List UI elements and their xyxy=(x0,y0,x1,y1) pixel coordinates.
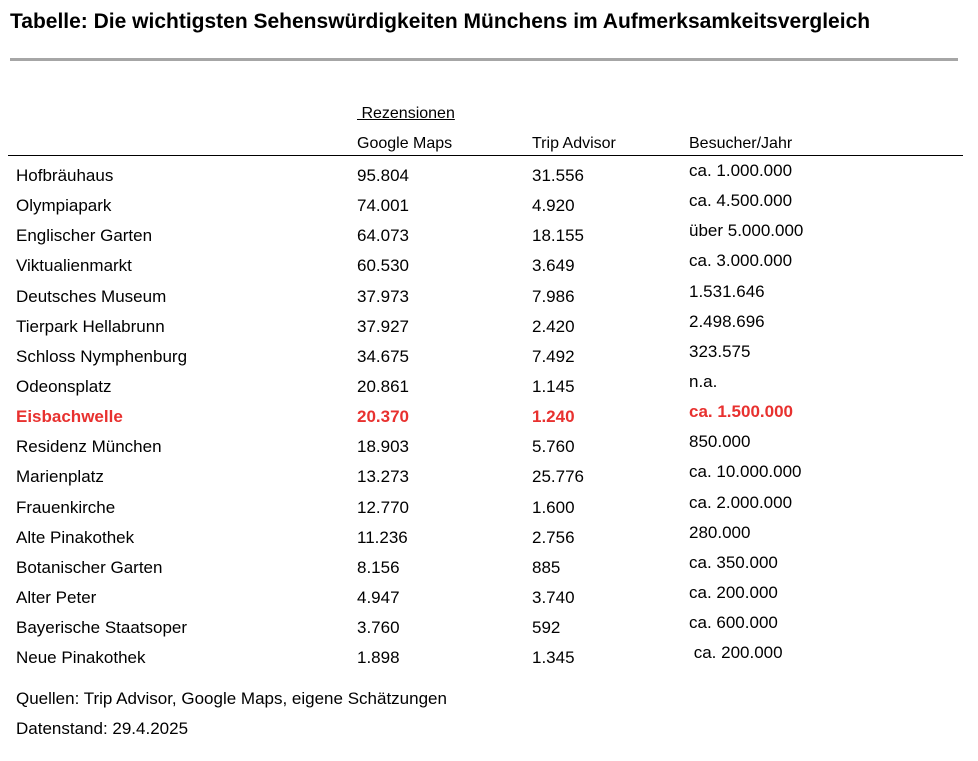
table-row xyxy=(0,581,978,611)
google-reviews-cell: 20.370 xyxy=(357,407,409,427)
header-divider xyxy=(8,155,963,156)
sight-name-cell: Deutsches Museum xyxy=(16,286,167,306)
visitors-per-year-cell: ca. 200.000 xyxy=(689,582,778,602)
visitors-per-year-cell: 323.575 xyxy=(689,341,751,361)
table-row xyxy=(0,551,978,581)
visitors-per-year-cell: ca. 200.000 xyxy=(689,643,783,663)
visitors-per-year-cell: 1.531.646 xyxy=(689,281,765,301)
visitors-per-year-cell: ca. 350.000 xyxy=(689,552,778,572)
sight-name-cell: Alter Peter xyxy=(16,587,97,607)
table-row xyxy=(0,249,978,279)
tripadvisor-reviews-cell: 18.155 xyxy=(532,226,584,246)
table-row xyxy=(0,491,978,521)
tripadvisor-reviews-cell: 2.756 xyxy=(532,527,575,547)
column-header-google-maps: Google Maps xyxy=(357,135,453,152)
table-row xyxy=(0,189,978,219)
table-body xyxy=(0,159,978,671)
sight-name-cell: Frauenkirche xyxy=(16,497,116,517)
tripadvisor-reviews-cell: 3.740 xyxy=(532,587,575,607)
google-reviews-cell: 74.001 xyxy=(357,196,409,216)
sight-name-cell: Residenz München xyxy=(16,437,162,457)
table-row xyxy=(0,430,978,460)
visitors-per-year-cell: ca. 2.000.000 xyxy=(689,492,793,512)
google-reviews-cell: 11.236 xyxy=(357,527,408,547)
sight-name-cell: Marienplatz xyxy=(16,467,104,487)
tripadvisor-reviews-cell: 31.556 xyxy=(532,166,584,185)
table-row xyxy=(0,280,978,310)
tripadvisor-reviews-cell: 25.776 xyxy=(532,467,584,487)
sources-note: Quellen: Trip Advisor, Google Maps, eigene Schätzungen xyxy=(16,689,447,708)
visitors-per-year-cell: ca. 4.500.000 xyxy=(689,191,793,211)
google-reviews-cell: 20.861 xyxy=(357,376,409,396)
tripadvisor-reviews-cell: 885 xyxy=(532,557,561,577)
tripadvisor-reviews-cell: 1.145 xyxy=(532,376,575,396)
google-reviews-cell: 8.156 xyxy=(357,557,400,577)
tripadvisor-reviews-cell: 7.492 xyxy=(532,346,575,366)
google-reviews-cell: 1.898 xyxy=(357,648,400,668)
visitors-per-year-cell: n.a. xyxy=(689,371,718,391)
table-row xyxy=(0,219,978,249)
google-reviews-cell: 37.973 xyxy=(357,286,409,306)
google-reviews-cell: 13.273 xyxy=(357,467,409,487)
table-row xyxy=(0,370,978,400)
sight-name-cell: Odeonsplatz xyxy=(16,376,112,396)
title-divider xyxy=(10,58,958,61)
google-reviews-cell: 95.804 xyxy=(357,166,409,185)
sight-name-cell: Englischer Garten xyxy=(16,226,153,246)
table-row xyxy=(0,159,978,189)
column-header-trip-advisor: Trip Advisor xyxy=(532,135,616,152)
sight-name-cell: Bayerische Staatsoper xyxy=(16,618,188,638)
tripadvisor-reviews-cell: 1.600 xyxy=(532,497,575,517)
table-row xyxy=(0,641,978,671)
tripadvisor-reviews-cell: 5.760 xyxy=(532,437,575,457)
google-reviews-cell: 4.947 xyxy=(357,587,400,607)
visitors-per-year-cell: ca. 1.000.000 xyxy=(689,161,793,180)
google-reviews-cell: 3.760 xyxy=(357,618,400,638)
table-title: Tabelle: Die wichtigsten Sehenswürdigkeiten Münchens im Aufmerksamkeitsvergleich xyxy=(10,10,871,33)
visitors-per-year-cell: ca. 3.000.000 xyxy=(689,251,793,271)
sight-name-cell: Hofbräuhaus xyxy=(16,166,114,185)
table-row-highlighted xyxy=(0,400,978,430)
sight-name-cell: Viktualienmarkt xyxy=(16,256,132,276)
tripadvisor-reviews-cell: 7.986 xyxy=(532,286,575,306)
google-reviews-cell: 60.530 xyxy=(357,256,409,276)
visitors-per-year-cell: ca. 1.500.000 xyxy=(689,402,793,422)
google-reviews-cell: 64.073 xyxy=(357,226,409,246)
google-reviews-cell: 34.675 xyxy=(357,346,409,366)
tripadvisor-reviews-cell: 4.920 xyxy=(532,196,575,216)
tripadvisor-reviews-cell: 1.345 xyxy=(532,648,575,668)
sight-name-cell: Olympiapark xyxy=(16,196,112,216)
table-row xyxy=(0,521,978,551)
sight-name-cell: Alte Pinakothek xyxy=(16,527,135,547)
tripadvisor-reviews-cell: 2.420 xyxy=(532,316,575,336)
visitors-per-year-cell: über 5.000.000 xyxy=(689,221,804,241)
table-row xyxy=(0,340,978,370)
tripadvisor-reviews-cell: 592 xyxy=(532,618,561,638)
sight-name-cell: Botanischer Garten xyxy=(16,557,163,577)
data-date-note: Datenstand: 29.4.2025 xyxy=(16,719,189,738)
tripadvisor-reviews-cell: 3.649 xyxy=(532,256,575,276)
visitors-per-year-cell: 280.000 xyxy=(689,522,751,542)
google-reviews-cell: 37.927 xyxy=(357,316,409,336)
visitors-per-year-cell: 850.000 xyxy=(689,432,751,452)
sight-name-cell: Schloss Nymphenburg xyxy=(16,346,188,366)
visitors-per-year-cell: ca. 600.000 xyxy=(689,613,778,633)
visitors-per-year-cell: ca. 10.000.000 xyxy=(689,462,802,482)
column-header-visitors: Besucher/Jahr xyxy=(689,135,793,152)
sight-name-cell: Tierpark Hellabrunn xyxy=(16,316,165,336)
sight-name-cell: Neue Pinakothek xyxy=(16,648,146,668)
visitors-per-year-cell: 2.498.696 xyxy=(689,311,765,331)
reviews-group-label: Rezensionen xyxy=(357,105,455,122)
google-reviews-cell: 18.903 xyxy=(357,437,409,457)
tripadvisor-reviews-cell: 1.240 xyxy=(532,407,575,427)
table-row xyxy=(0,460,978,490)
table-row xyxy=(0,611,978,641)
table-row xyxy=(0,310,978,340)
sight-name-cell: Eisbachwelle xyxy=(16,407,123,427)
google-reviews-cell: 12.770 xyxy=(357,497,409,517)
